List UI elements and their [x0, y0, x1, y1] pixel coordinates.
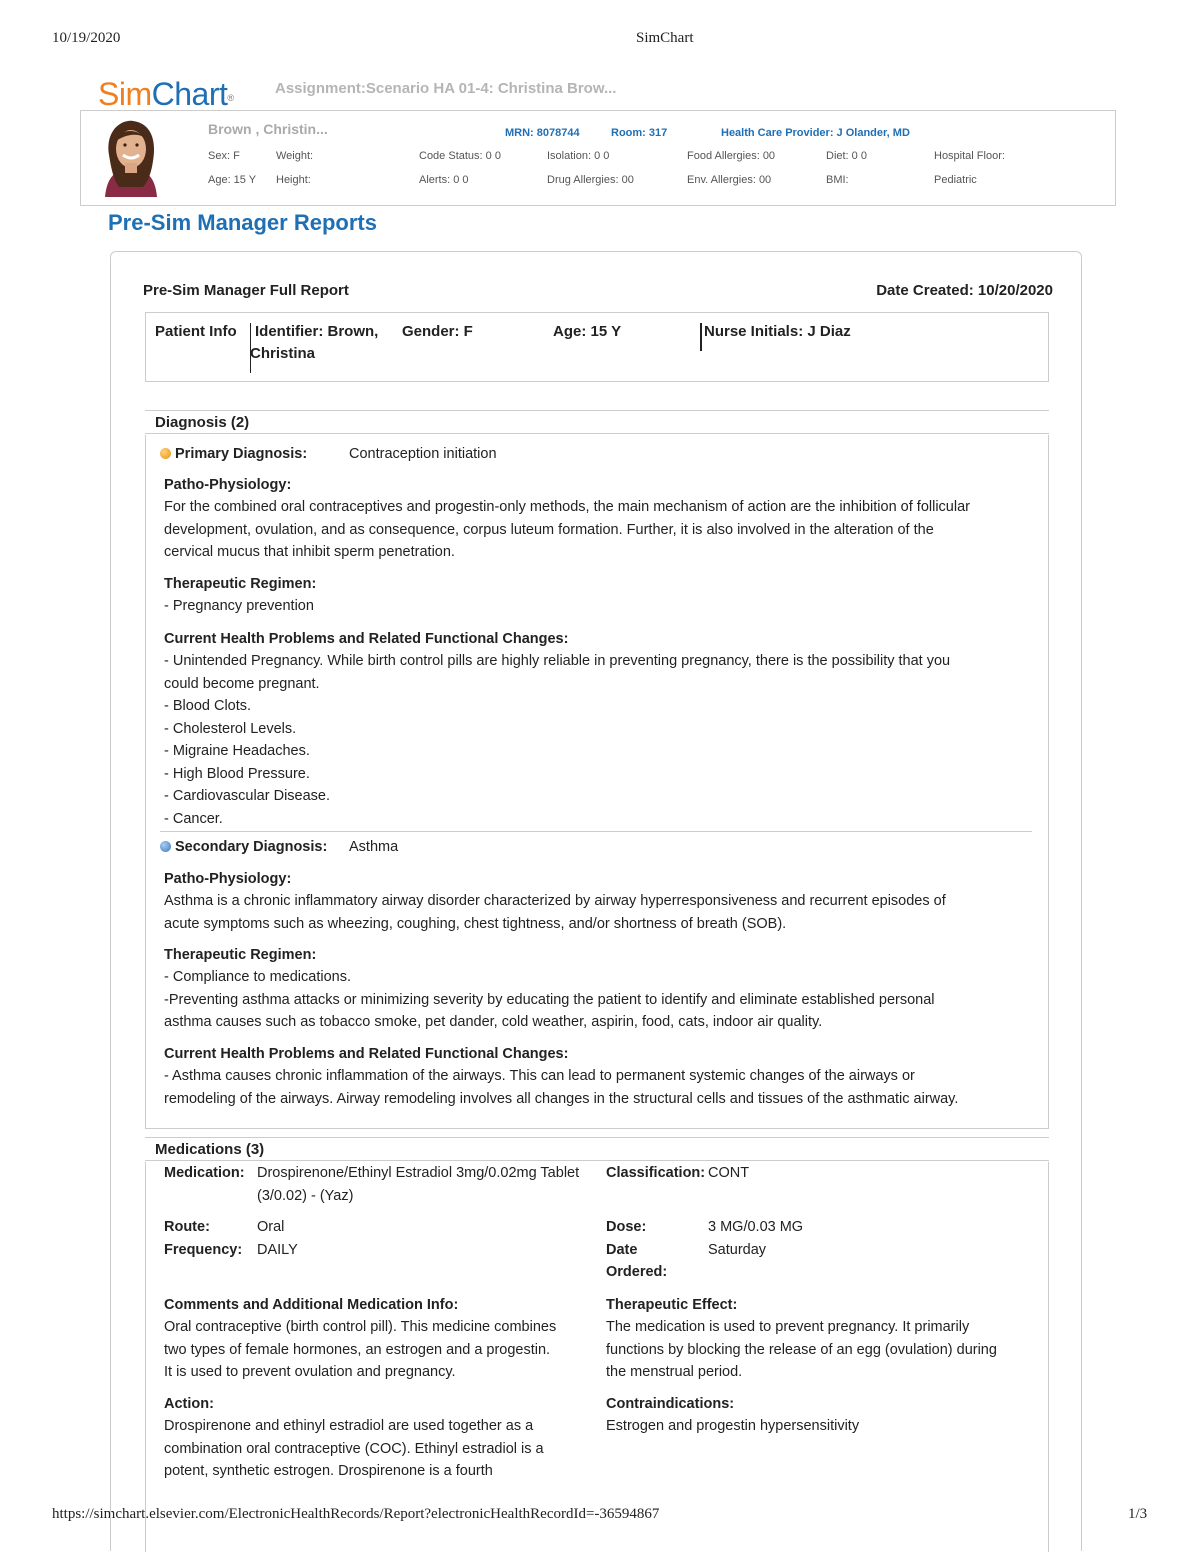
patient-food-allergies: Food Allergies: 00 — [687, 150, 776, 162]
medication-entry — [145, 1162, 1049, 1552]
patient-name[interactable]: Brown , Christin... — [208, 121, 328, 137]
health-problems-text: - Asthma causes chronic inflammation of the airways. This can lead to permanent systemic changes of the airways or remodeling of the airways. Airway remodeling involves all changes in the structural cells and tissues of the asthmatic airway. — [164, 1068, 959, 1107]
medication-label: Medication: — [164, 1165, 245, 1181]
nurse-initials: Nurse Initials: J Diaz — [704, 323, 851, 340]
primary-diagnosis-label: Primary Diagnosis: — [160, 443, 307, 465]
patient-info-table — [145, 312, 1049, 382]
patient-avatar-icon — [91, 117, 171, 197]
patient-sex: Sex: F — [208, 150, 240, 162]
date-ordered-value: Saturday — [708, 1242, 767, 1258]
patient-hospital-floor: Hospital Floor: — [934, 150, 1005, 162]
classification-value: CONT — [708, 1165, 750, 1181]
print-url: https://simchart.elsevier.com/ElectronicHealthRecords/Report?electronicHealthRecordId=-36594867 — [52, 1506, 660, 1522]
patient-info-age: Age: 15 Y — [553, 323, 622, 340]
classification-label: Classification: — [606, 1165, 706, 1181]
patient-weight: Weight: — [276, 150, 314, 162]
therapeutic-effect-text: The medication is used to prevent pregnancy. It primarily functions by blocking the release of an egg (ovulation) during the menstrual period. — [606, 1319, 997, 1380]
blue-dot-icon — [160, 841, 171, 852]
action-label: Action: — [164, 1396, 214, 1412]
secondary-diagnosis-label: Secondary Diagnosis: — [160, 836, 327, 858]
contraindications-label: Contraindications: — [606, 1396, 735, 1412]
frequency-value: DAILY — [257, 1242, 298, 1258]
patient-banner — [80, 110, 1116, 206]
patho-physiology-text: Asthma is a chronic inflammatory airway disorder characterized by airway hyperresponsiveness and recurrent episodes of acute symptoms such as wheezing, coughing, chest tightness, and/or shortness of breath (SOB). — [164, 893, 946, 932]
diagnosis-divider — [160, 831, 1032, 832]
action-text: Drospirenone and ethinyl estradiol are used together as a combination oral contraceptive (COC). Ethinyl estradiol is a potent, synthetic estrogen. Drospirenone is a fourth — [164, 1418, 544, 1479]
print-title: SimChart — [636, 30, 694, 46]
patho-physiology-text: For the combined oral contraceptives and progestin-only methods, the main mechanism of action are the inhibition of follicular development, ovulation, and as consequence, corpus luteum formation. Further, it is also involved in the alteration of the cervical mucus that inhibit sperm penetration. — [164, 499, 970, 560]
route-label: Route: — [164, 1219, 210, 1235]
patho-physiology-label: Patho-Physiology: — [164, 871, 292, 887]
column-divider — [700, 323, 702, 351]
report-panel — [110, 251, 1082, 1551]
patient-age: Age: 15 Y — [208, 174, 257, 186]
date-ordered-label: Date Ordered: — [606, 1242, 668, 1280]
comments-label: Comments and Additional Medication Info: — [164, 1297, 459, 1313]
therapeutic-regimen-text: - Pregnancy prevention — [164, 598, 314, 614]
route-value: Oral — [257, 1219, 285, 1235]
simchart-logo[interactable]: SimChart® — [98, 76, 234, 112]
patient-info-label: Patient Info — [155, 323, 237, 340]
therapeutic-effect-label: Therapeutic Effect: — [606, 1297, 738, 1313]
primary-diagnosis-value: Contraception initiation — [349, 446, 497, 462]
contraindications-text: Estrogen and progestin hypersensitivity — [606, 1418, 860, 1434]
report-date-created: Date Created: 10/20/2020 — [876, 282, 1053, 299]
therapeutic-regimen-label: Therapeutic Regimen: — [164, 576, 317, 592]
patient-code-status: Code Status: 0 0 — [419, 150, 501, 162]
patient-height: Height: — [276, 174, 311, 186]
therapeutic-regimen-label: Therapeutic Regimen: — [164, 947, 317, 963]
secondary-diagnosis-value: Asthma — [349, 839, 399, 855]
page-title: Pre-Sim Manager Reports — [108, 210, 377, 235]
frequency-label: Frequency: — [164, 1242, 243, 1258]
patient-env-allergies: Env. Allergies: 00 — [687, 174, 772, 186]
patient-drug-allergies: Drug Allergies: 00 — [547, 174, 634, 186]
patient-alerts: Alerts: 0 0 — [419, 174, 469, 186]
health-problems-label: Current Health Problems and Related Functional Changes: — [164, 1046, 569, 1062]
print-date: 10/19/2020 — [52, 30, 121, 46]
patient-room: Room: 317 — [611, 127, 668, 139]
patient-mrn: MRN: 8078744 — [505, 127, 580, 139]
diagnosis-list — [145, 435, 1049, 1129]
patient-identifier-line2: Christina — [250, 345, 316, 362]
patient-provider: Health Care Provider: J Olander, MD — [721, 127, 910, 139]
patient-floor-value: Pediatric — [934, 174, 977, 186]
assignment-title: Assignment:Scenario HA 01-4: Christina Brow... — [275, 80, 617, 97]
patho-physiology-label: Patho-Physiology: — [164, 477, 292, 493]
print-page-number: 1/3 — [1128, 1506, 1148, 1522]
therapeutic-regimen-text: - Compliance to medications. -Preventing asthma attacks or minimizing severity by educating the patient to identify and eliminate established personal asthma causes such as tobacco smoke, pet dander, cold weather, aspirin, food, cats, indoor air quality. — [164, 969, 935, 1030]
patient-diet: Diet: 0 0 — [826, 150, 867, 162]
report-title: Pre-Sim Manager Full Report — [143, 282, 349, 299]
comments-text: Oral contraceptive (birth control pill). This medicine combines two types of female hormones, an estrogen and a progestin. It is used to prevent ovulation and pregnancy. — [164, 1319, 557, 1380]
health-problems-text: - Unintended Pregnancy. While birth control pills are highly reliable in preventing pregnancy, there is the possibility that you could become pregnant. - Blood Clots. - Cholesterol Levels. - Migraine Headaches. - High Blood Pressure. - Cardiovascular Disease. - Cancer. — [164, 653, 951, 827]
patient-bmi: BMI: — [826, 174, 849, 186]
health-problems-label: Current Health Problems and Related Functional Changes: — [164, 631, 569, 647]
orange-dot-icon — [160, 448, 171, 459]
patient-isolation: Isolation: 0 0 — [547, 150, 610, 162]
patient-identifier: Identifier: Brown, — [255, 323, 379, 340]
medication-value: Drospirenone/Ethinyl Estradiol 3mg/0.02mg Tablet (3/0.02) - (Yaz) — [257, 1165, 580, 1204]
patient-gender: Gender: F — [402, 323, 473, 340]
dose-label: Dose: — [606, 1219, 647, 1235]
diagnosis-header: Diagnosis (2) — [145, 410, 1049, 434]
medications-header: Medications (3) — [145, 1137, 1049, 1161]
dose-value: 3 MG/0.03 MG — [708, 1219, 804, 1235]
